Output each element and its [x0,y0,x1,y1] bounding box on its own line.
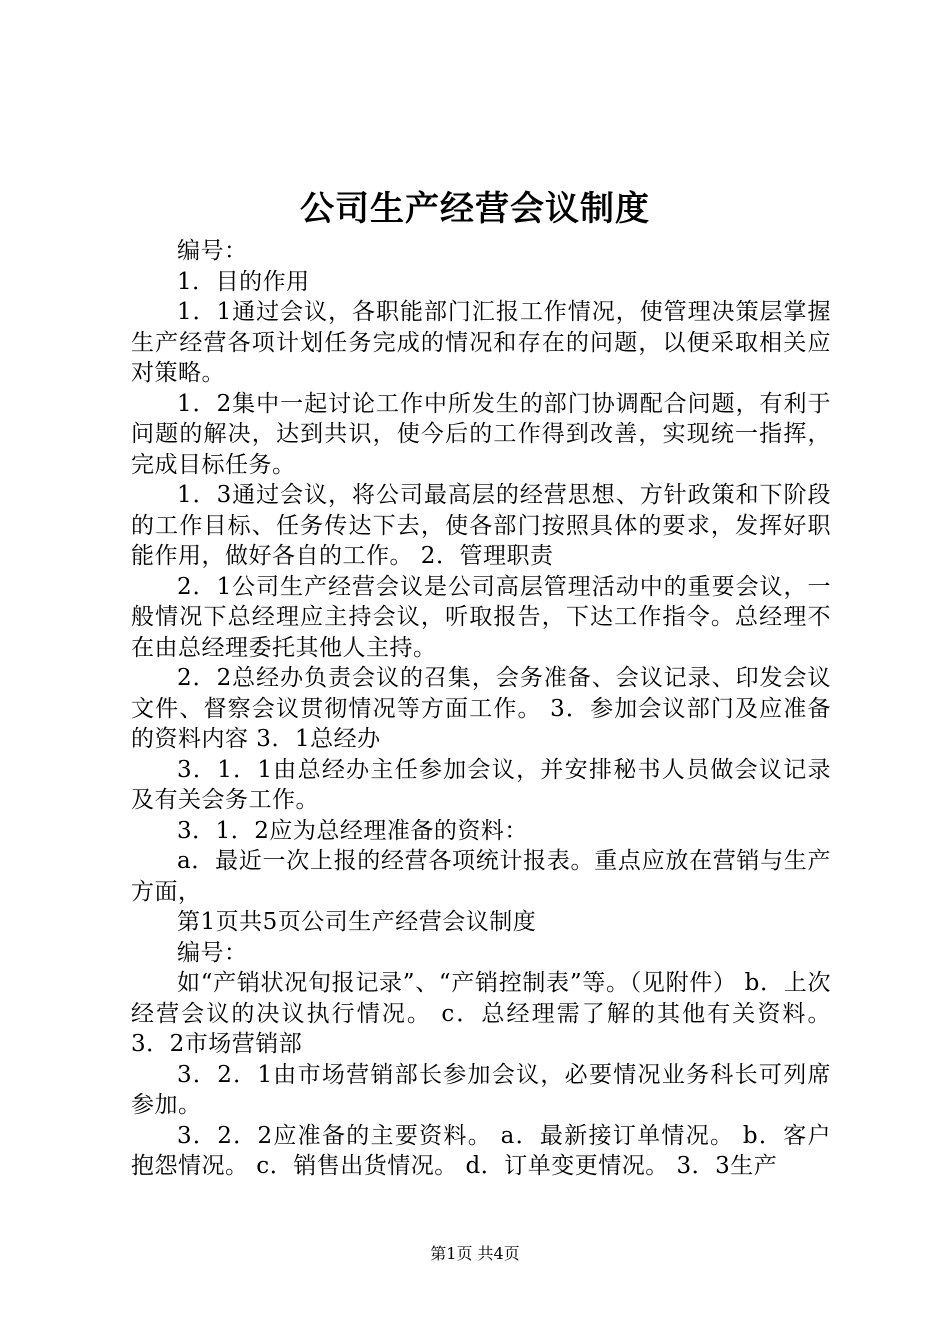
paragraph-2-1: 2．1公司生产经营会议是公司高层管理活动中的重要会议，一般情况下总经理应主持会议，听取报告，下达工作指令。总经理不在由总经理委托其他人主持。 [131,573,831,661]
paragraph-3-2-2: 3．2．2应准备的主要资料。 a．最新接订单情况。 b．客户抱怨情况。 c．销售出货情况。 d．订单变更情况。 3．3生产 [131,1122,831,1179]
paragraph-section-1-heading: 1．目的作用 [177,268,310,295]
paragraph-item-a: a．最近一次上报的经营各项统计报表。重点应放在营销与生产方面， [131,848,831,905]
paragraph-2-2: 2．2总经办负责会议的召集，会务准备、会议记录、印发会议文件、督察会议贯彻情况等方面工作。 3．参加会议部门及应准备的资料内容 3．1总经办 [131,665,831,752]
paragraph-1-3: 1．3通过会议，将公司最高层的经营思想、方针政策和下阶段的工作目标、任务传达下去，使各部门按照具体的要求，发挥好职能作用，做好各自的工作。 2．管理职责 [131,482,831,569]
document-title: 公司生产经营会议制度 [300,189,650,229]
page-footer: 第1页 共4页 [430,1244,520,1263]
paragraph-serial-number-repeat: 编号： [177,939,248,966]
paragraph-page-break-heading: 第1页共5页公司生产经营会议制度 [177,909,537,935]
paragraph-1-2: 1．2集中一起讨论工作中所发生的部门协调配合问题，有利于问题的解决，达到共识，使今后的工作得到改善，实现统一指挥，完成目标任务。 [131,390,831,478]
paragraph-items-continued: 如“产销状况旬报记录”、“产销控制表”等。（见附件） b．上次经营会议的决议执行情况。 c．总经理需了解的其他有关资料。 3．2市场营销部 [131,970,831,1057]
document-body [131,236,831,1182]
paragraph-3-1-1: 3．1．1由总经办主任参加会议，并安排秘书人员做会议记录及有关会务工作。 [131,756,831,813]
paragraph-3-1-2: 3．1．2应为总经理准备的资料： [177,817,528,844]
paragraph-1-1: 1．1通过会议，各职能部门汇报工作情况，使管理决策层掌握生产经营各项计划任务完成的情况和存在的问题，以便采取相关应对策略。 [131,299,831,386]
paragraph-serial-number: 编号： [177,238,248,264]
paragraph-3-2-1: 3．2．1由市场营销部长参加会议，必要情况业务科长可列席参加。 [131,1061,831,1118]
